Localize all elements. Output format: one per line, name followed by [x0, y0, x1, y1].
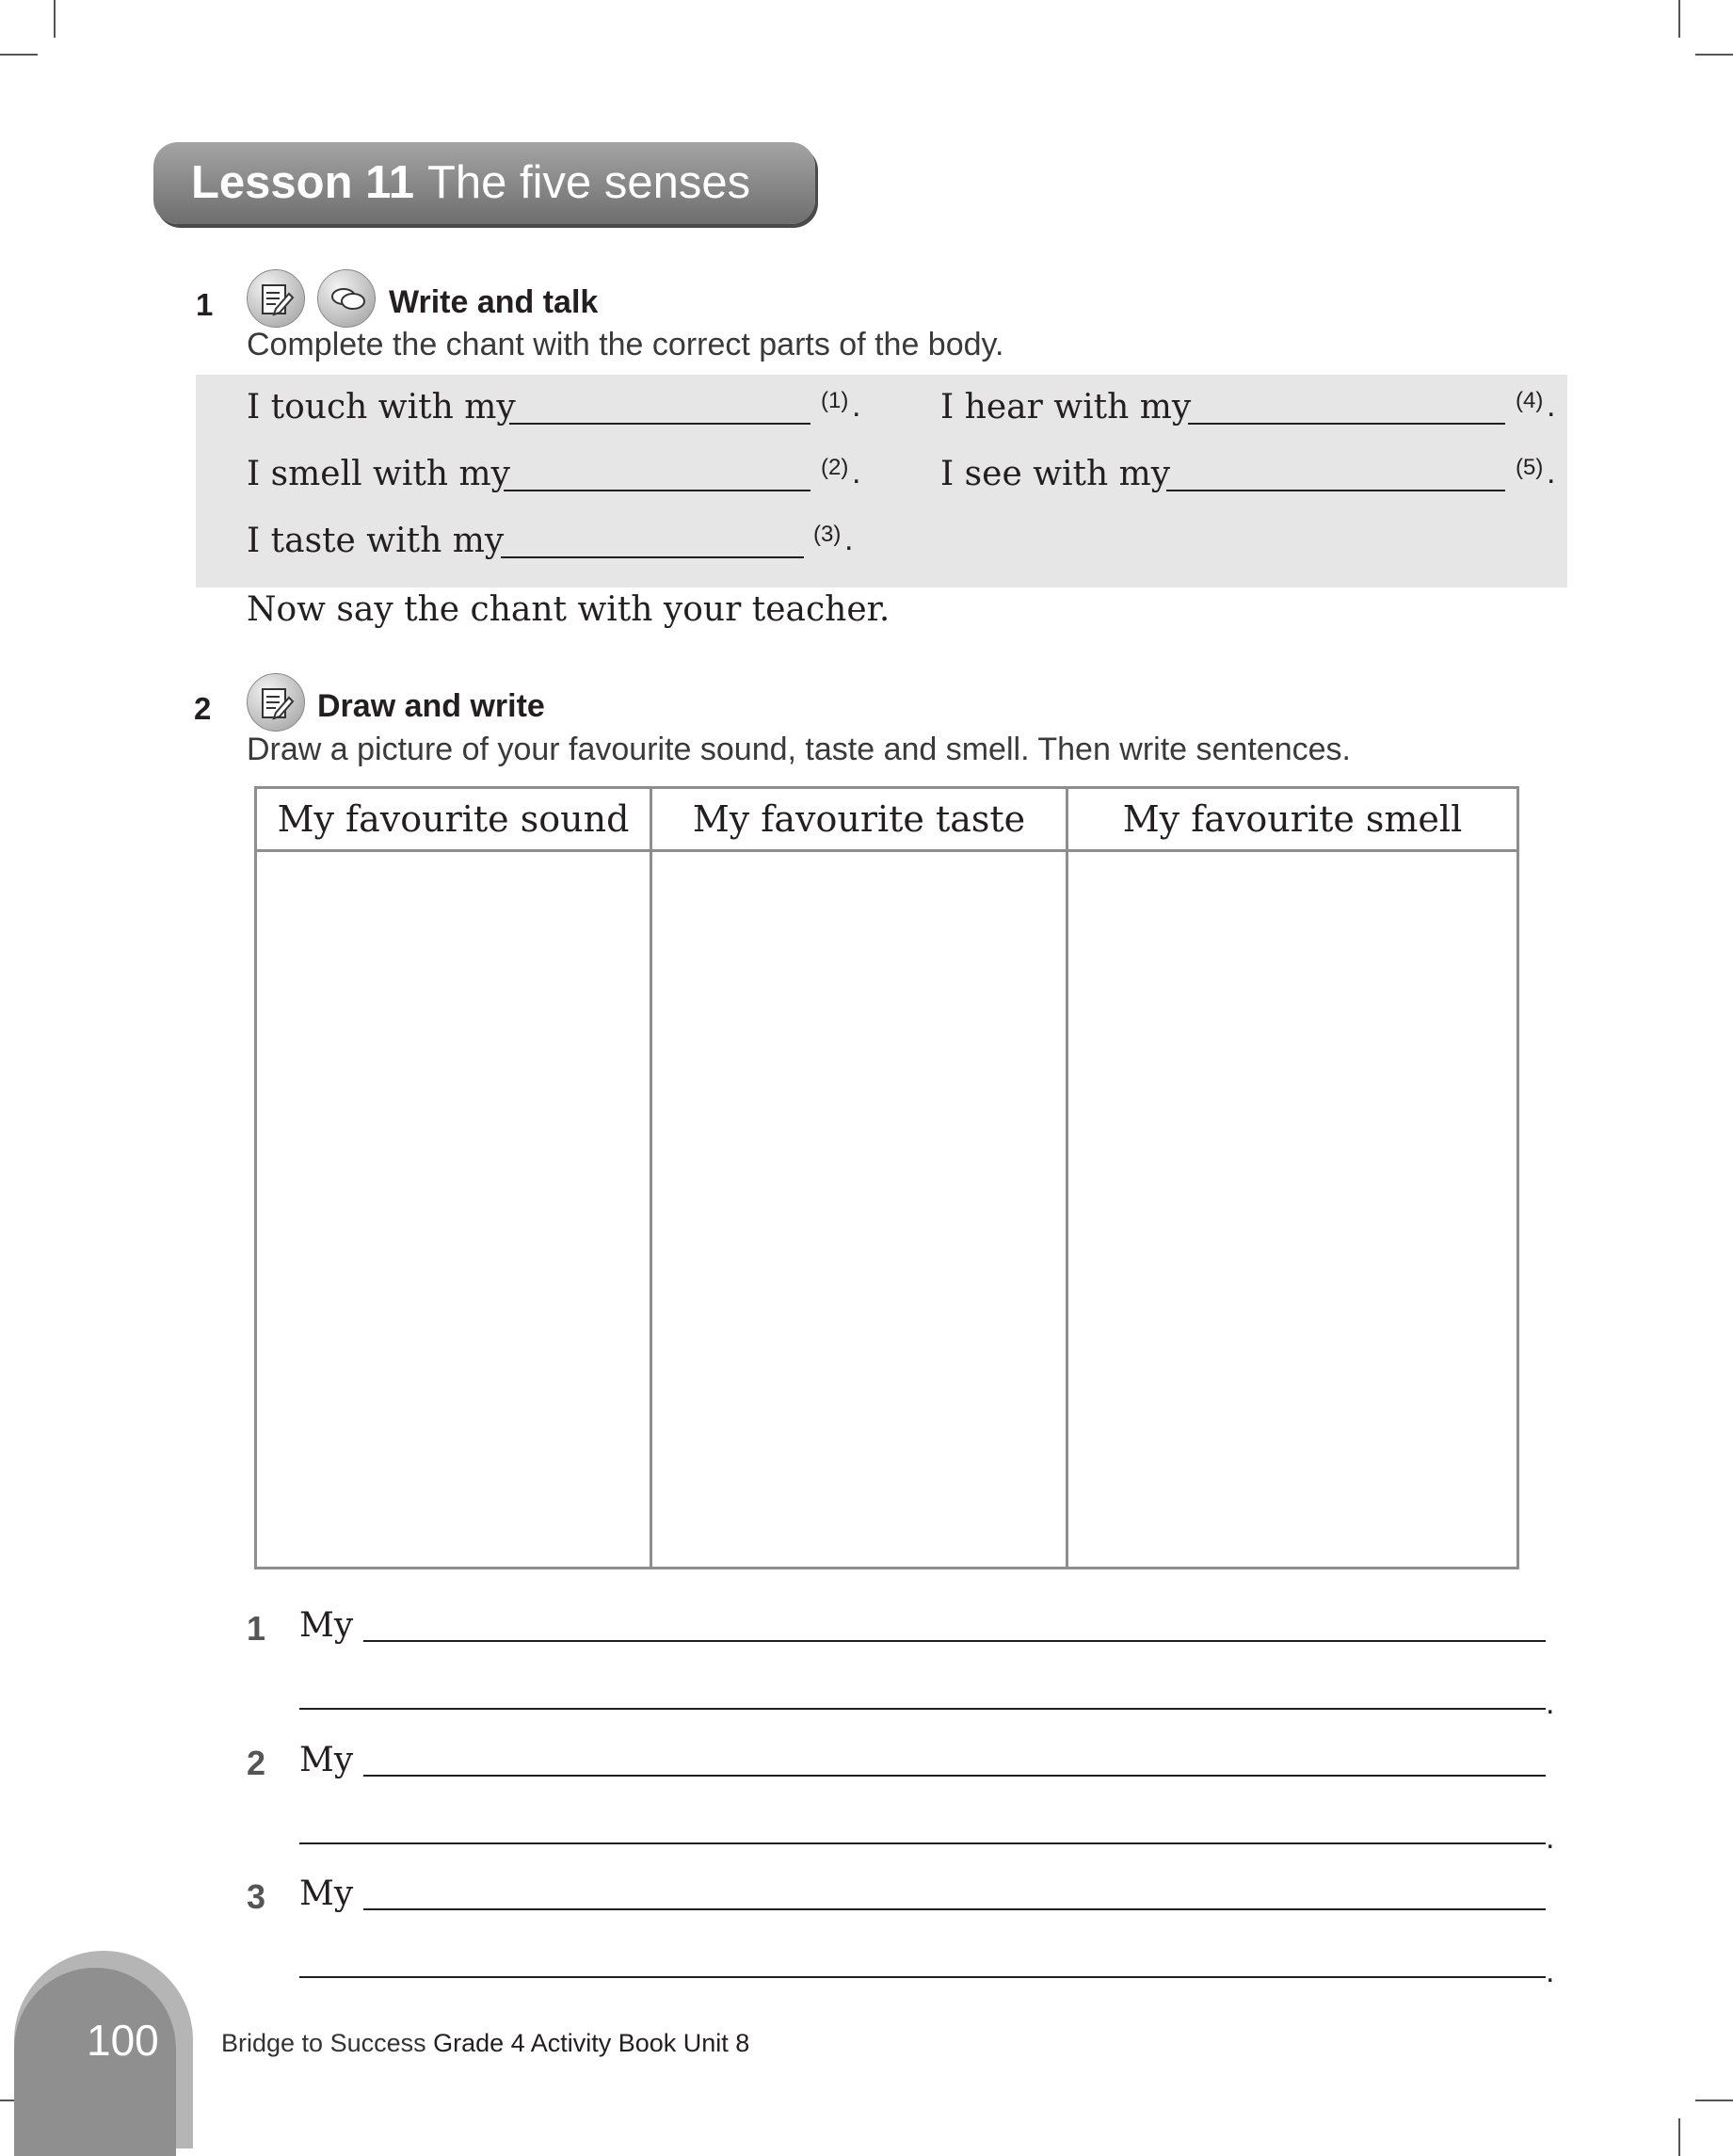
footer-book: Grade 4 Activity Book Unit 8 [433, 2029, 750, 2057]
lesson-banner [153, 142, 815, 224]
blank-4[interactable] [1188, 423, 1505, 425]
exercise-1-instruction: Complete the chant with the correct parts of the body. [247, 327, 1004, 362]
header-favourite-sound: My favourite sound [256, 788, 651, 851]
crop-mark [0, 54, 38, 56]
sentence-1-line-a[interactable] [363, 1640, 1546, 1642]
footer-series: Bridge to Success [221, 2029, 426, 2057]
senses-table [254, 786, 1519, 1569]
page-number: 100 [87, 2016, 159, 2065]
exercise-2-number: 2 [194, 691, 212, 726]
period: . [852, 455, 861, 491]
sentence-2-number: 2 [247, 1744, 266, 1782]
drawing-area-sound[interactable] [256, 851, 651, 1569]
blank-3[interactable] [501, 556, 804, 558]
blank-5[interactable] [1166, 490, 1505, 491]
exercise-1-number: 1 [196, 287, 214, 322]
sentence-1-start: My [299, 1606, 354, 1645]
period: . [1547, 455, 1556, 491]
header-favourite-taste: My favourite taste [651, 788, 1067, 851]
exercise-1-title: Write and talk [389, 284, 599, 320]
exercise-2-title: Draw and write [317, 688, 545, 724]
marker-3: (3) [813, 522, 842, 547]
period: . [852, 388, 861, 424]
sentence-2-line-a[interactable] [363, 1775, 1546, 1777]
sentence-1-number: 1 [247, 1609, 266, 1648]
period: . [844, 522, 854, 557]
footer-text [221, 2029, 749, 2058]
notepad-pencil-icon [247, 269, 305, 328]
crop-mark [1678, 0, 1680, 38]
marker-4: (4) [1516, 388, 1544, 413]
chant-line-2: I smell with my [247, 455, 510, 493]
blank-2[interactable] [504, 490, 810, 491]
sentence-3-start: My [299, 1874, 354, 1913]
marker-2: (2) [821, 455, 849, 480]
crop-mark [54, 0, 56, 38]
drawing-area-taste[interactable] [651, 851, 1067, 1569]
marker-1: (1) [821, 388, 849, 413]
crop-mark [1695, 54, 1733, 56]
blank-1[interactable] [509, 423, 810, 425]
period: . [1546, 1685, 1555, 1721]
drawing-area-smell[interactable] [1067, 851, 1518, 1569]
period: . [1546, 1820, 1555, 1856]
speech-bubbles-icon [317, 269, 376, 328]
exercise-2-instruction: Draw a picture of your favourite sound, taste and smell. Then write sentences. [247, 732, 1351, 767]
period: . [1547, 388, 1556, 424]
chant-line-5: I see with my [940, 455, 1171, 493]
crop-mark [1678, 2118, 1680, 2156]
sentence-3-line-b[interactable] [299, 1976, 1546, 1978]
sentence-1-line-b[interactable] [299, 1708, 1546, 1710]
sentence-3-number: 3 [247, 1877, 266, 1916]
chant-followup: Now say the chant with your teacher. [247, 590, 891, 629]
marker-5: (5) [1516, 455, 1544, 480]
header-favourite-smell: My favourite smell [1067, 788, 1518, 851]
lesson-title: The five senses [426, 157, 751, 208]
lesson-number: Lesson 11 [191, 157, 414, 208]
sentence-3-line-a[interactable] [363, 1908, 1546, 1910]
chant-line-1: I touch with my [247, 388, 516, 426]
crop-mark [1695, 2100, 1733, 2101]
chant-line-4: I hear with my [940, 388, 1192, 426]
sentence-2-line-b[interactable] [299, 1842, 1546, 1844]
sentence-2-start: My [299, 1741, 354, 1779]
notepad-pencil-icon [247, 673, 305, 732]
period: . [1546, 1954, 1555, 1989]
chant-line-3: I taste with my [247, 522, 505, 560]
